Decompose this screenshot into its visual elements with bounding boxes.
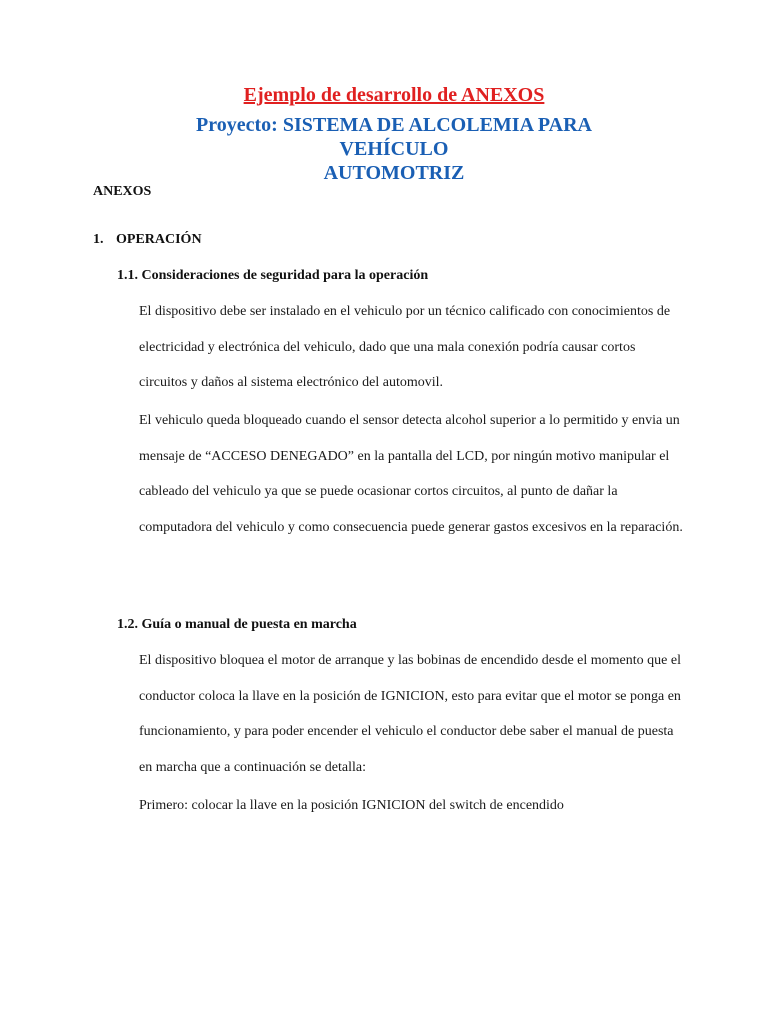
paragraph-primer-paso: Primero: colocar la llave en la posición IGNICION del switch de encendido [139, 798, 564, 813]
anexos-heading: ANEXOS [93, 184, 152, 199]
section-heading-operacion [93, 232, 202, 248]
paragraph-instalacion: El dispositivo debe ser instalado en el vehiculo por un técnico calificado con conocimientos de electricidad y electrónica del vehiculo, dado que una mala conexión podría causar cortos circuitos y daños al sistema electrónico del automovil. [139, 304, 671, 390]
project-subtitle-line2: AUTOMOTRIZ [323, 162, 465, 184]
document-title: Ejemplo de desarrollo de ANEXOS [243, 84, 545, 106]
section-number: 1. [93, 232, 104, 247]
subsection-heading-puesta-en-marcha: 1.2. Guía o manual de puesta en marcha [117, 617, 357, 632]
project-subtitle-line1: Proyecto: SISTEMA DE ALCOLEMIA PARA VEHÍCULO [196, 114, 592, 160]
paragraph-bloqueo-motor: El dispositivo bloquea el motor de arranque y las bobinas de encendido desde el momento que el conductor coloca la llave en la posición de IGNICION, esto para evitar que el motor se ponga en funcionamiento, y para poder encender el vehiculo el conductor debe saber el manual de puesta en marcha que a continuación se detalla: [139, 653, 681, 775]
project-subtitle [150, 113, 638, 185]
section-title: OPERACIÓN [116, 232, 202, 247]
paragraph-bloqueo: El vehiculo queda bloqueado cuando el sensor detecta alcohol superior a lo permitido y envia un mensaje de “ACCESO DENEGADO” en la pantalla del LCD, por ningún motivo manipular el cableado del vehiculo ya que se puede ocasionar cortos circuitos, al punto de dañar la computadora del vehiculo y como consecuencia puede generar gastos excesivos en la reparación. [139, 413, 683, 535]
subsection-heading-seguridad: 1.1. Consideraciones de seguridad para la operación [117, 268, 429, 283]
